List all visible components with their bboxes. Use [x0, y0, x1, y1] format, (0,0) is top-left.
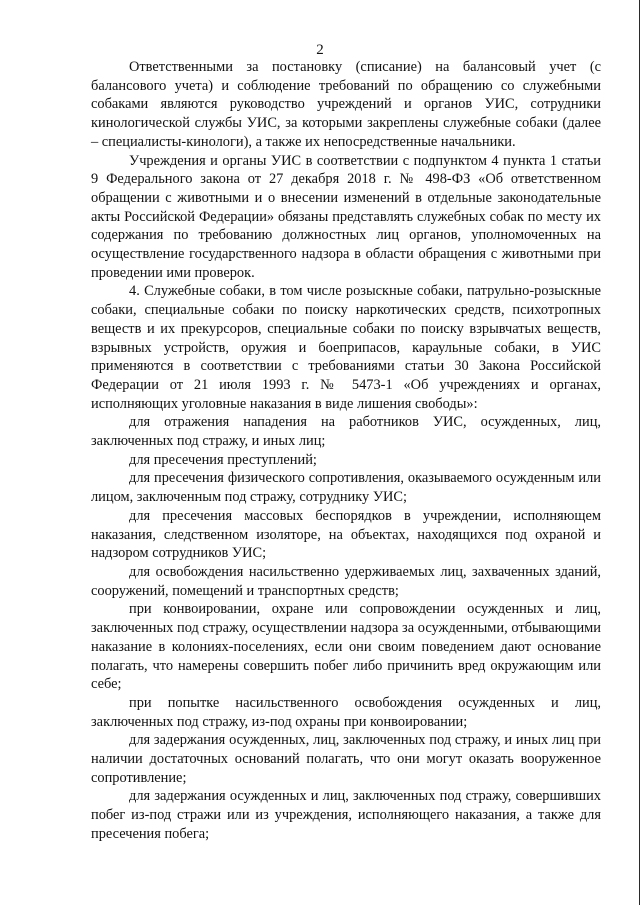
list-item-prevent-liberation: при попытке насильственного освобождения осужденных и лиц, заключенных под стражу, из-под охраны при конвоировании;: [91, 694, 601, 730]
list-item-convoy: при конвоировании, охране или сопровождении осужденных и лиц, заключенных под стражу, осуществлении надзора за осужденными, отбывающими наказание в колониях-поселениях, если они своим поведением дают основание полагать, что намерены совершить побег либо причинить вред окружающим или себе;: [91, 601, 601, 693]
list-item-repel-attack: для отражения нападения на работников УИС, осужденных, лиц, заключенных под стражу, и иных лиц;: [91, 414, 601, 450]
paragraph-responsibility: Ответственными за постановку (списание) на балансовый учет (с балансового учета) и соблюдение требований по обращению со служебными собаками являются руководство учреждений и органов УИС, сотрудники кинологической службы УИС, за которыми закреплены служебные собаки (далее – специалисты-кинологи), а также их непосредственные начальники.: [91, 59, 601, 150]
list-item-detain-escapees: для задержания осужденных и лиц, заключенных под стражу, совершивших побег из-под стражи или из учреждения, исполняющего наказания, а также для пресечения побега;: [91, 788, 601, 842]
document-body: [91, 58, 601, 844]
list-item-stop-resistance: для пресечения физического сопротивления, оказываемого осужденным или лицом, заключенным под стражу, сотруднику УИС;: [91, 470, 601, 506]
list-item-stop-riots: для пресечения массовых беспорядков в учреждении, исполняющем наказания, следственном изоляторе, на объектах, находящихся под охраной и надзором сотрудников УИС;: [91, 507, 601, 562]
list-item-stop-crimes: для пресечения преступлений;: [129, 451, 317, 468]
paragraph-inspection-duty: Учреждения и органы УИС в соответствии с подпунктом 4 пункта 1 статьи 9 Федерального закона от 27 декабря 2018 г. № 498-ФЗ «Об ответственном обращении с животными и о внесении изменений в отдельные законодательные акты Российской Федерации» обязаны представлять служебных собак по месту их содержания по требованию должностных лиц органов, уполномоченных на осуществление государственного надзора в области обращения с животными при проведении ими проверок.: [91, 152, 601, 281]
list-item-detain-armed: для задержания осужденных, лиц, заключенных под стражу, и иных лиц при наличии достаточных оснований полагать, что они могут оказать вооруженное сопротивление;: [91, 732, 601, 786]
list-item-free-hostages: для освобождения насильственно удерживаемых лиц, захваченных зданий, сооружений, помещений и транспортных средств;: [91, 563, 601, 599]
page-number: 2: [316, 42, 324, 58]
paragraph-clause-4: 4. Служебные собаки, в том числе розыскные собаки, патрульно-розыскные собаки, специальные собаки по поиску наркотических средств, психотропных веществ и их прекурсоров, специальные собаки по поиску взрывчатых веществ, взрывных устройств, оружия и боеприпасов, караульные собаки, в УИС применяются в соответствии с требованиями статьи 30 Закона Российской Федерации от 21 июля 1993 г. № 5473-1 «Об учреждениях и органах, исполняющих уголовные наказания в виде лишения свободы»:: [91, 283, 601, 412]
